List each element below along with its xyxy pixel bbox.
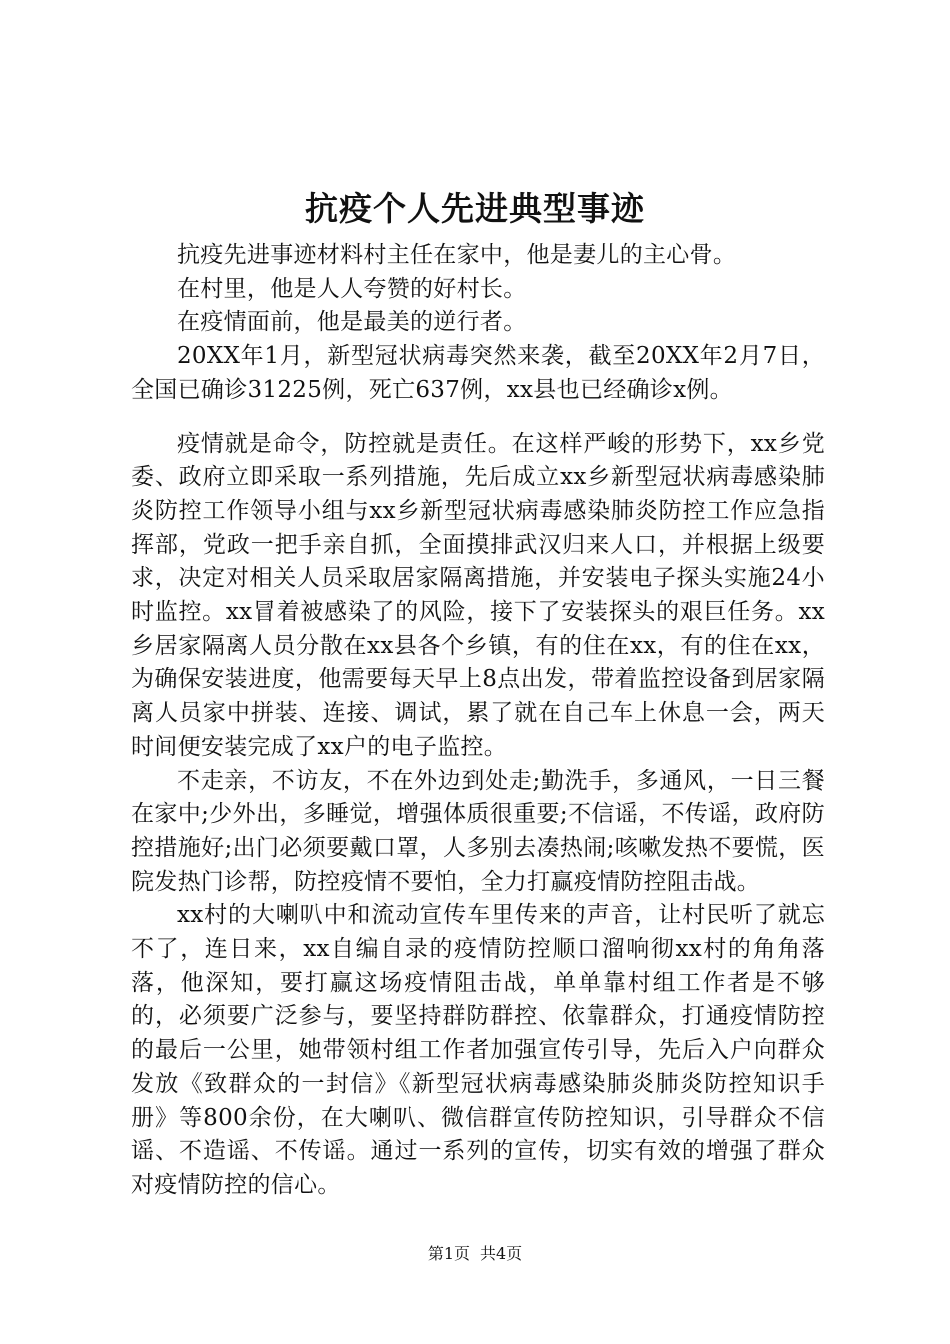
paragraph: 抗疫先进事迹材料村主任在家中，他是妻儿的主心骨。 — [177, 242, 737, 268]
document-body — [131, 239, 825, 1203]
document-title: 抗疫个人先进典型事迹 — [305, 189, 645, 228]
paragraph: 在疫情面前，他是最美的逆行者。 — [177, 309, 527, 336]
paragraph: 疫情就是命令，防控就是责任。在这样严峻的形势下，xx乡党委、政府立即采取一系列措施，先后成立xx乡新型冠状病毒感染肺炎防控工作领导小组与xx乡新型冠状病毒感染肺炎防控工作应急指挥部，党政一把手亲自抓，全面摸排武汉归来人口，并根据上级要求，决定对相关人员采取居家隔离措施，并安装电子探头实施24小时监控。xx冒着被感染了的风险，接下了安装探头的艰巨任务。xx乡居家隔离人员分散在xx县各个乡镇，有的住在xx，有的住在xx，为确保安装进度，他需要每天早上8点出发，带着监控设备到居家隔离人员家中拼装、连接、调试，累了就在自己车上休息一会，两天时间便安装完成了xx户的电子监控。 — [131, 430, 825, 760]
paragraph: 在村里，他是人人夸赞的好村长。 — [177, 275, 527, 302]
paragraph: xx村的大喇叭中和流动宣传车里传来的声音，让村民听了就忘不了，连日来，xx自编自录的疫情防控顺口溜响彻xx村的角角落落，他深知，要打赢这场疫情阻击战，单单靠村组工作者是不够的，必须要广泛参与，要坚持群防群控、依靠群众，打通疫情防控的最后一公里，她带领村组工作者加强宣传引导，先后入户向群众发放《致群众的一封信》《新型冠状病毒感染肺炎肺炎防控知识手册》等800余份，在大喇叭、微信群宣传防控知识，引导群众不信谣、不造谣、不传谣。通过一系列的宣传，切实有效的增强了群众对疫情防控的信心。 — [131, 902, 825, 1198]
paragraph: 20XX年1月，新型冠状病毒突然来袭，截至20XX年2月7日，全国已确诊31225例，死亡637例，xx县也已经确诊x例。 — [131, 343, 825, 403]
paragraph: 不走亲，不访友，不在外边到处走;勤洗手，多通风，一日三餐在家中;少外出，多睡觉，增强体质很重要;不信谣，不传谣，政府防控措施好;出门必须要戴口罩，人多别去凑热闹;咳嗽发热不要慌，医院发热门诊帮，防控疫情不要怕，全力打赢疫情防控阻击战。 — [131, 767, 825, 895]
page-number: 第1页 — [427, 1244, 470, 1263]
page-total: 共4页 — [480, 1244, 523, 1263]
page-footer — [0, 1243, 950, 1265]
